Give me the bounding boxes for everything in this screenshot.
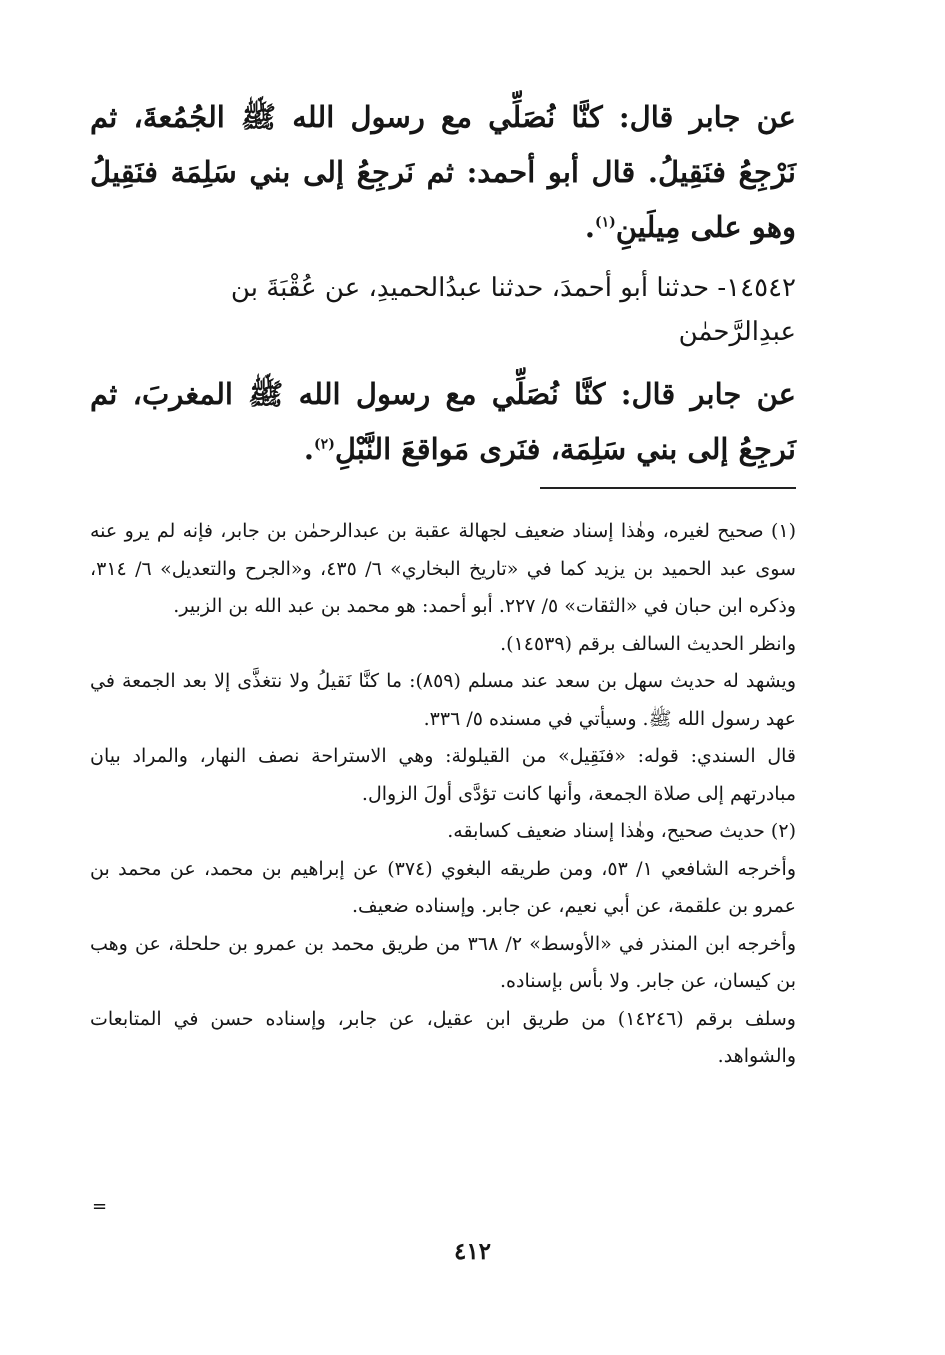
hadith-1-matn: عن جابر قال: كنَّا نُصَلِّي مع رسول الله ﷺ الجُمُعةَ، ثم نَرْجِعُ فنَقِيلُ. قال أبو أحمد: ثم نَرجِعُ إلى بني سَلِمَة فنَقِيلُ وهو على مِيلَينِ$^{(١)}$. (90, 100, 796, 244)
isnad-line-2: عبدِالرَّحمٰن (678, 317, 796, 347)
footnotes (90, 513, 796, 1076)
continuation-mark: = (92, 1196, 108, 1217)
footnote-separator (540, 487, 796, 489)
hadith-2-matn: عن جابر قال: كنَّا نُصَلِّي مع رسول الله ﷺ المغربَ، ثم نَرجِعُ إلى بني سَلِمَة، فنَرى مَواقعَ النَّبْلِ$^{(٢)}$. (90, 377, 796, 466)
hadith-text-1 (90, 90, 796, 255)
footnote-2-ibn-mundhir: وأخرجه ابن المنذر في «الأوسط» ٢/ ٣٦٨ من طريق محمد بن عمرو بن حلحلة، عن وهب بن كيسان، عن جابر. ولا بأس بإسناده. (90, 932, 796, 992)
hadith-header-14542 (90, 266, 796, 354)
hadith-text-2 (90, 367, 796, 477)
footnote-1: (١) صحيح لغيره، وهٰذا إسناد ضعيف لجهالة عقبة بن عبدالرحمٰن بن جابر، فإنه لم يرو عنه سوى عبد الحميد بن يزيد كما في «تاريخ البخاري» ٦/ ٤٣٥، و«الجرح والتعديل» ٦/ ٣١٤، وذكره ابن حبان في «الثقات» ٥/ ٢٢٧. أبو أحمد: هو محمد بن عبد الله بن الزبير. (90, 520, 796, 617)
footnote-1-witness: ويشهد له حديث سهل بن سعد عند مسلم (٨٥٩): ما كنَّا نَقيلُ ولا نتغذَّى إلا بعد الجمعة في عهد رسول الله ﷺ. وسيأتي في مسنده ٥/ ٣٣٦. (90, 670, 796, 730)
footnote-1-sindi: قال السندي: قوله: «فنَقِيل» من القيلولة: وهي الاستراحة نصف النهار، والمراد بيان مبادرتهم إلى صلاة الجمعة، وأنها كانت تؤدَّى أولَ الزوال. (90, 745, 796, 805)
footnote-2-previous: وسلف برقم (١٤٢٤٦) من طريق ابن عقيل، عن جابر، وإسناده حسن في المتابعات والشواهد. (90, 1007, 796, 1067)
footnote-2: (٢) حديث صحيح، وهٰذا إسناد ضعيف كسابقه. (447, 820, 796, 842)
footnote-ref-2: (٢) (314, 436, 335, 453)
footnote-1-see-also: وانظر الحديث السالف برقم (١٤٥٣٩). (500, 632, 796, 655)
isnad-line-1: ١٤٥٤٢- حدثنا أبو أحمدَ، حدثنا عبدُالحميدِ، عن عُقْبَةَ بن (230, 273, 796, 303)
footnote-ref-1: (١) (594, 214, 616, 231)
page-number: ٤١٢ (453, 1238, 492, 1265)
footnote-2-shafii: وأخرجه الشافعي ١/ ٥٣، ومن طريقه البغوي (٣٧٤) عن إبراهيم بن محمد، عن محمد بن عمرو بن علقمة، عن أبي نعيم، عن جابر. وإسناده ضعيف. (90, 857, 797, 917)
